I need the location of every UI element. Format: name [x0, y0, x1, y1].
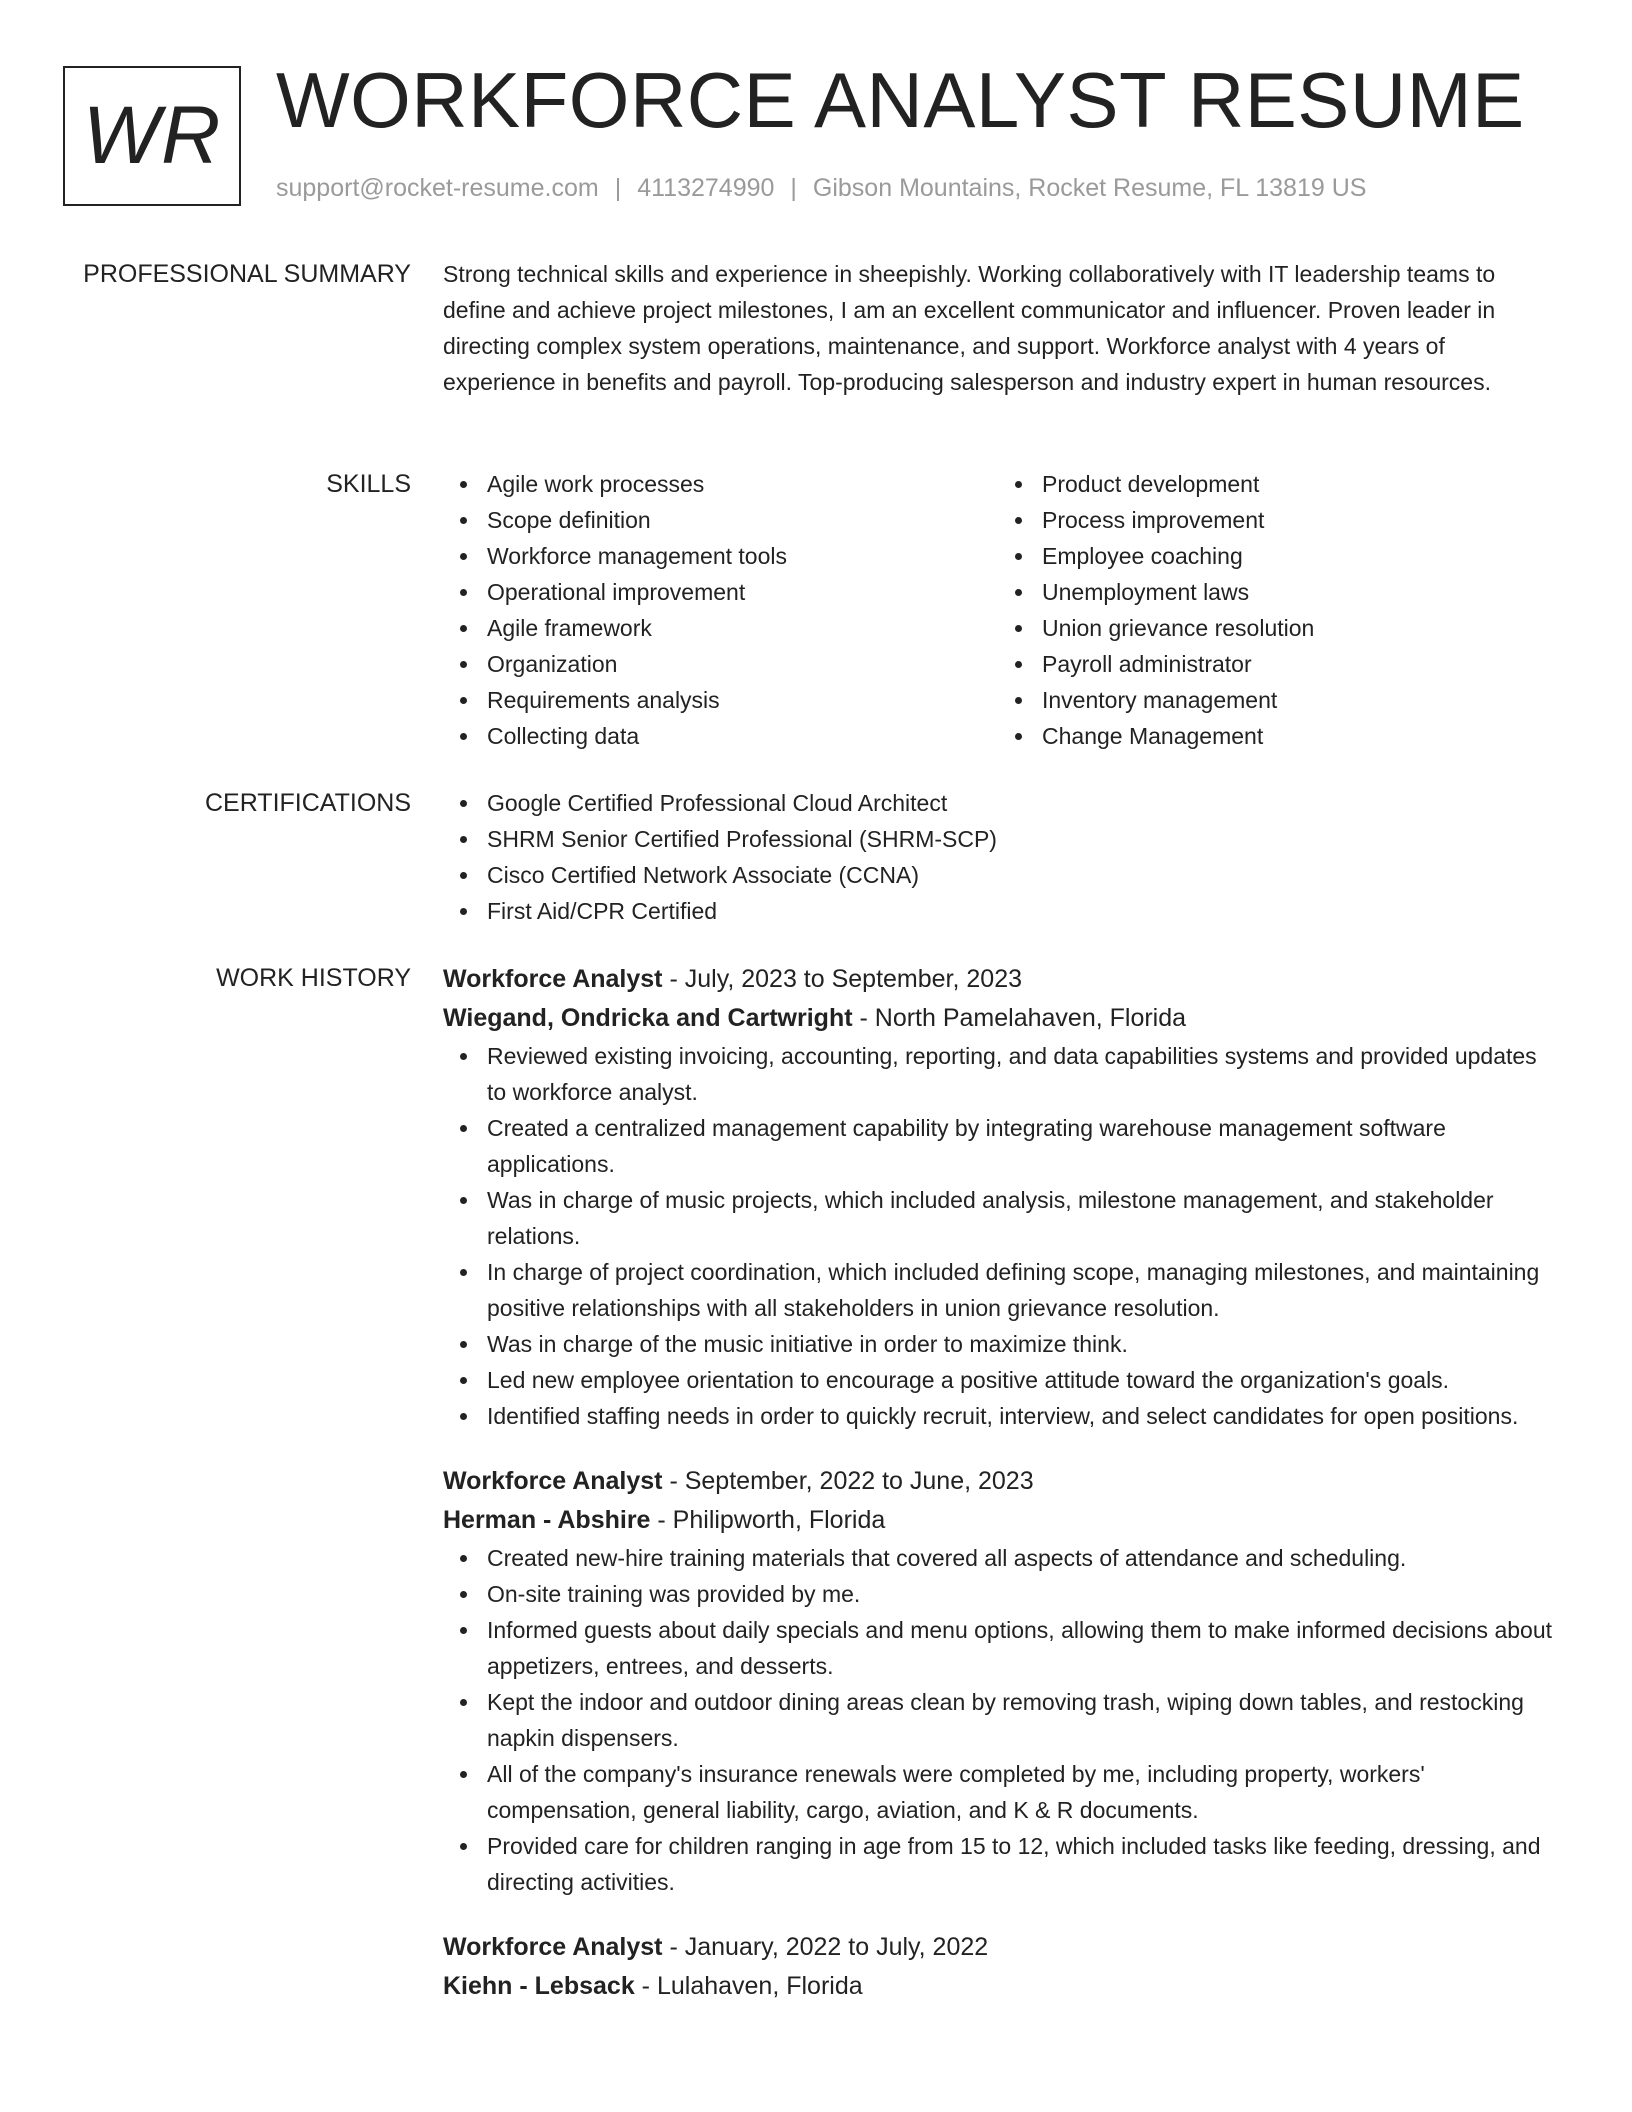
contact-line	[276, 174, 1366, 203]
job-company-line	[443, 1501, 1553, 1540]
list-item: Created a centralized management capability by integrating warehouse management software applications.	[487, 1110, 1553, 1182]
contact-address: Gibson Mountains, Rocket Resume, FL 13819 US	[812, 174, 1367, 202]
job-location: - North Pamelahaven, Florida	[852, 1004, 1187, 1032]
contact-separator: |	[790, 174, 797, 202]
summary-text: Strong technical skills and experience in sheepishly. Working collaboratively with IT leadership teams to define and achieve project milestones, I am an excellent communicator and influencer. Proven leader in directing complex system operations, maintenance, and support. Workforce analyst with 4 years of experience in benefits and payroll. Top-producing salesperson and industry expert in human resources.	[443, 261, 1496, 395]
job-title-line	[443, 1462, 1553, 1501]
job-title: Workforce Analyst	[443, 1933, 663, 1961]
monogram-initials: WR	[82, 90, 222, 181]
list-item: Employee coaching	[1042, 538, 1553, 574]
job-company-line	[443, 999, 1553, 1038]
list-item: Google Certified Professional Cloud Architect	[487, 785, 1553, 821]
job-company: Herman - Abshire	[443, 1506, 651, 1534]
skills-body	[443, 466, 1553, 754]
skills-list-right	[998, 466, 1553, 754]
job-company: Wiegand, Ondricka and Cartwright	[443, 1004, 853, 1032]
list-item: Provided care for children ranging in age from 15 to 12, which included tasks like feeding, dressing, and directing activities.	[487, 1828, 1553, 1900]
list-item: Unemployment laws	[1042, 574, 1553, 610]
list-item: Informed guests about daily specials and menu options, allowing them to make informed decisions about appetizers, entrees, and desserts.	[487, 1612, 1553, 1684]
list-item: Led new employee orientation to encourage a positive attitude toward the organization's goals.	[487, 1362, 1553, 1398]
work-history-body	[443, 960, 1553, 2034]
list-item: Payroll administrator	[1042, 646, 1553, 682]
certifications-body	[443, 785, 1553, 929]
list-item: First Aid/CPR Certified	[487, 893, 1553, 929]
skills-list-left	[443, 466, 998, 754]
list-item: Requirements analysis	[487, 682, 998, 718]
summary-body	[443, 256, 1553, 400]
monogram-box	[63, 66, 241, 206]
list-item: Inventory management	[1042, 682, 1553, 718]
job-title: Workforce Analyst	[443, 965, 663, 993]
job-title-line	[443, 1928, 1553, 1967]
list-item: Operational improvement	[487, 574, 998, 610]
resume-title: WORKFORCE ANALYST RESUME	[276, 56, 1525, 144]
job-entry	[443, 1462, 1553, 1900]
contact-email: support@rocket-resume.com	[276, 174, 599, 202]
list-item: Was in charge of the music initiative in order to maximize think.	[487, 1326, 1553, 1362]
contact-phone: 4113274990	[637, 174, 775, 202]
job-entry	[443, 960, 1553, 1434]
list-item: Change Management	[1042, 718, 1553, 754]
job-entry	[443, 1928, 1553, 2006]
job-duties-list	[443, 1540, 1553, 1900]
list-item: Agile work processes	[487, 466, 998, 502]
job-company-line	[443, 1967, 1553, 2006]
list-item: Agile framework	[487, 610, 998, 646]
list-item: Was in charge of music projects, which included analysis, milestone management, and stakeholder relations.	[487, 1182, 1553, 1254]
list-item: Created new-hire training materials that covered all aspects of attendance and scheduling.	[487, 1540, 1553, 1576]
list-item: Kept the indoor and outdoor dining areas clean by removing trash, wiping down tables, and restocking napkin dispensers.	[487, 1684, 1553, 1756]
list-item: SHRM Senior Certified Professional (SHRM-SCP)	[487, 821, 1553, 857]
list-item: Workforce management tools	[487, 538, 998, 574]
certifications-list	[443, 785, 1553, 929]
list-item: In charge of project coordination, which included defining scope, managing milestones, and maintaining positive relationships with all stakeholders in union grievance resolution.	[487, 1254, 1553, 1326]
job-dates: - January, 2022 to July, 2022	[662, 1933, 989, 1961]
list-item: Collecting data	[487, 718, 998, 754]
job-title: Workforce Analyst	[443, 1467, 663, 1495]
list-item: All of the company's insurance renewals were completed by me, including property, workers' compensation, general liability, cargo, aviation, and K & R documents.	[487, 1756, 1553, 1828]
list-item: Union grievance resolution	[1042, 610, 1553, 646]
list-item: Identified staffing needs in order to quickly recruit, interview, and select candidates for open positions.	[487, 1398, 1553, 1434]
job-company: Kiehn - Lebsack	[443, 1972, 635, 2000]
job-dates: - September, 2022 to June, 2023	[662, 1467, 1034, 1495]
list-item: Cisco Certified Network Associate (CCNA)	[487, 857, 1553, 893]
job-location: - Philipworth, Florida	[650, 1506, 886, 1534]
list-item: Scope definition	[487, 502, 998, 538]
certifications-heading: CERTIFICATIONS	[204, 789, 411, 817]
skills-heading: SKILLS	[326, 470, 411, 498]
list-item: Reviewed existing invoicing, accounting, reporting, and data capabilities systems and provided updates to workforce analyst.	[487, 1038, 1553, 1110]
contact-separator: |	[614, 174, 622, 202]
summary-heading: PROFESSIONAL SUMMARY	[83, 260, 411, 288]
job-dates: - July, 2023 to September, 2023	[662, 965, 1023, 993]
job-location: - Lulahaven, Florida	[634, 1972, 863, 2000]
list-item: Product development	[1042, 466, 1553, 502]
work-history-heading: WORK HISTORY	[216, 964, 411, 992]
job-duties-list	[443, 1038, 1553, 1434]
list-item: Process improvement	[1042, 502, 1553, 538]
list-item: On-site training was provided by me.	[487, 1576, 1553, 1612]
list-item: Organization	[487, 646, 998, 682]
job-title-line	[443, 960, 1553, 999]
